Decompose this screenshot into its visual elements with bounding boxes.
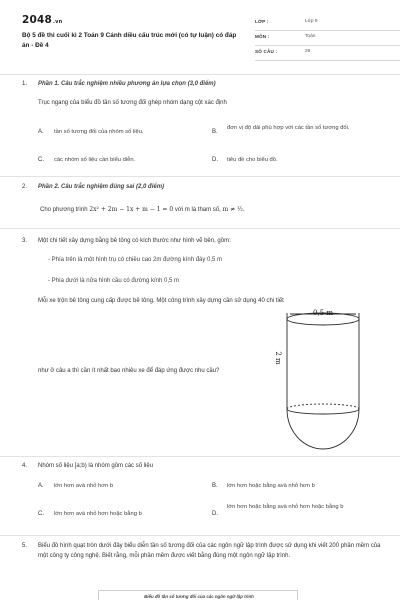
section-heading: Phần 1. Câu trắc nghiệm nhiều phương án lựa chọn (3,0 điểm)	[38, 81, 216, 87]
question-number: 4.	[22, 463, 28, 469]
document-title: Bộ 5 đề thi cuối kì 2 Toán 9 Cánh diều cấu trúc mới (có tự luận) có đáp án - Đề 4	[22, 32, 237, 49]
question-number: 3.	[22, 238, 28, 244]
option-d-text[interactable]: tiêu đề cho biểu đồ.	[227, 157, 278, 163]
question-text-2: Mỗi xe trộn bê tông cung cấp được bê tông. Một công trình xây dựng cần sử dụng 40 chi tiết	[38, 298, 284, 304]
divider	[0, 176, 400, 177]
divider	[0, 456, 400, 457]
option-d-letter[interactable]: D.	[212, 157, 218, 163]
divider	[0, 535, 400, 536]
question-text: Một chi tiết xây dựng bằng bê tông có kích thước như hình vẽ bên, gồm:	[38, 238, 231, 244]
equation-intro: Cho phương trình	[40, 207, 88, 213]
option-a-letter[interactable]: A.	[38, 129, 44, 135]
count-label: SỐ CÂU :	[255, 49, 278, 54]
option-a-letter[interactable]: A.	[38, 483, 44, 489]
option-c-letter[interactable]: C.	[38, 157, 44, 163]
logo-text: 2048	[22, 14, 53, 26]
document-header	[22, 14, 382, 62]
height-label: 2 m	[274, 351, 282, 365]
bullet-hemisphere: - Phía dưới là nửa hình cầu có đường kính 0,5 m	[48, 278, 179, 284]
site-logo[interactable]	[22, 14, 62, 26]
equation: 2x² + 2m − 1x + m − 1 = 0	[89, 206, 174, 213]
question-text: Trục ngang của biểu đồ tần số tương đối ghép nhóm dạng cột xác định	[38, 100, 227, 106]
question-number: 5.	[22, 543, 28, 549]
bullet-cylinder: - Phía trên là một hình trụ có chiều cao 2m đường kính đáy 0,5 m	[48, 257, 223, 263]
class-label: LỚP :	[255, 19, 269, 24]
meta-row-class	[255, 16, 400, 31]
meta-row-subject	[255, 31, 400, 46]
hemisphere-rim-hidden	[287, 404, 359, 409]
divider	[0, 74, 400, 75]
option-c-text[interactable]: lớn hơn avà nhỏ hơn hoặc bằng b	[54, 511, 142, 517]
option-b-letter[interactable]: B.	[212, 129, 218, 135]
subject-value: Toán	[305, 34, 316, 39]
option-b-letter[interactable]: B.	[212, 483, 218, 489]
option-d-text[interactable]: lớn hơn hoặc bằng avà nhỏ hơn hoặc bằng b	[227, 504, 344, 510]
option-c-text[interactable]: các nhóm số liệu cần biểu diễn.	[54, 157, 136, 163]
question-text: Biểu đồ hình quạt tròn dưới đây biểu diễn tần số tương đối của các ngôn ngữ lập trình được sử dụng khi viết 200 phần mềm của một công ty công nghệ. Biết rằng, mỗi phần mềm được viết bằng đúng một ngôn ngữ lập trình.	[38, 543, 381, 559]
option-c-letter[interactable]: C.	[38, 511, 44, 517]
question-text: Nhóm số liệu [a;b) là nhóm gồm các số liệu	[38, 463, 154, 469]
figure-cylinder-hemisphere	[262, 306, 382, 456]
question-number: 2.	[22, 184, 28, 190]
logo-tld: .vn	[53, 19, 63, 25]
count-value: 28	[305, 49, 311, 54]
option-a-text[interactable]: lớn hơn avà nhỏ hơn b	[54, 483, 114, 489]
option-b-text[interactable]: lớn hơn hoặc bằng avà nhỏ hơn b	[227, 483, 315, 489]
equation-middle: với m là tham số,	[174, 207, 221, 213]
option-d-letter[interactable]: D.	[212, 511, 218, 517]
meta-row-count	[255, 46, 400, 61]
hemisphere-bottom	[287, 409, 359, 449]
subject-label: MÔN :	[255, 34, 270, 39]
divider	[0, 228, 400, 229]
chart-caption-box	[98, 590, 298, 600]
option-b-text[interactable]: đơn vị độ dài phù hợp với các tần số tương đối.	[227, 125, 350, 131]
meta-table	[255, 16, 400, 61]
option-a-text[interactable]: tần số tương đối của nhóm số liệu.	[54, 129, 144, 135]
chart-caption: Biểu đồ tần số tương đối của các ngôn ngữ lập trình	[144, 594, 254, 599]
hemisphere-rim	[287, 409, 359, 414]
question-text-3: như ở câu a thì cần ít nhất bao nhiêu xe để đáp ứng được nhu cầu?	[38, 368, 220, 374]
class-value: Lớp 9	[305, 19, 318, 24]
question-number: 1.	[22, 81, 28, 87]
condition: m ≠ ½.	[222, 206, 245, 213]
section-heading: Phần 2. Câu trắc nghiệm đúng sai (2,0 điểm)	[38, 184, 165, 190]
question-text	[40, 205, 380, 215]
diameter-label: 0,5 m	[313, 309, 333, 317]
